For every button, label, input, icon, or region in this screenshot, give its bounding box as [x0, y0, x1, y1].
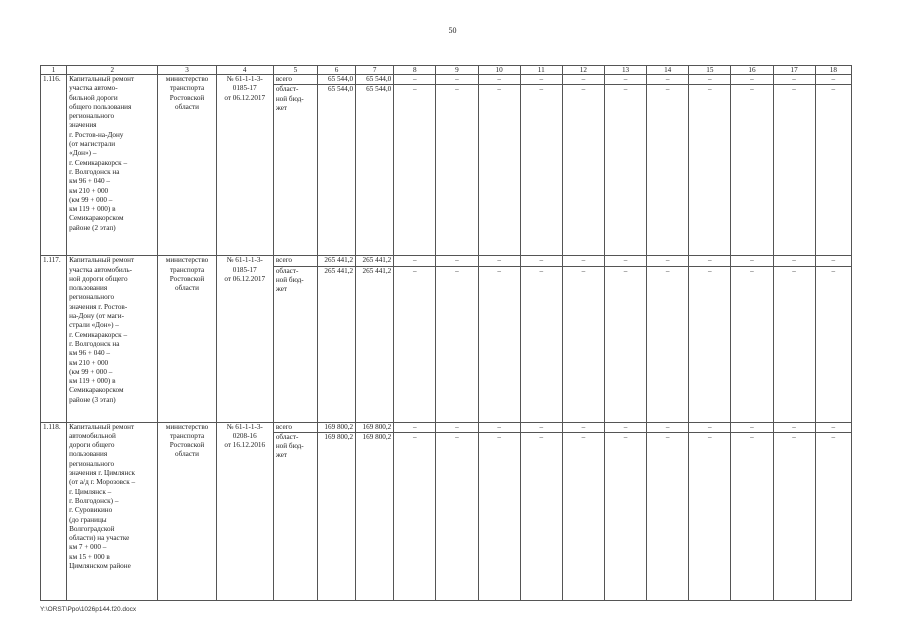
- value-empty: –: [604, 256, 646, 266]
- source-total: всего: [273, 256, 317, 266]
- value-empty: –: [773, 432, 815, 600]
- value-empty: –: [604, 266, 646, 422]
- source-region: област- ной бюд- жет: [273, 432, 317, 600]
- value-empty: –: [562, 422, 604, 432]
- value-empty: –: [562, 256, 604, 266]
- value-empty: –: [773, 266, 815, 422]
- value-empty: –: [604, 75, 646, 85]
- row-number: 1.117.: [41, 256, 67, 422]
- value-empty: –: [562, 85, 604, 256]
- row-number: 1.116.: [41, 75, 67, 256]
- value-empty: –: [478, 256, 520, 266]
- col-header: 14: [647, 66, 689, 75]
- col-header: 9: [436, 66, 478, 75]
- value-col7: 169 800,2: [356, 432, 394, 600]
- value-empty: –: [647, 75, 689, 85]
- col-header: 11: [520, 66, 562, 75]
- value-empty: –: [773, 422, 815, 432]
- value-empty: –: [562, 266, 604, 422]
- value-empty: –: [731, 85, 773, 256]
- project-document: № 61-1-1-3- 0208-16 от 16.12.2016: [216, 422, 273, 600]
- col-header: 4: [216, 66, 273, 75]
- value-col6: 265 441,2: [317, 256, 355, 266]
- value-empty: –: [647, 432, 689, 600]
- value-empty: –: [562, 432, 604, 600]
- value-empty: –: [436, 256, 478, 266]
- table-row: [41, 75, 852, 85]
- value-empty: –: [436, 422, 478, 432]
- value-empty: –: [773, 75, 815, 85]
- page-number: 50: [448, 26, 457, 35]
- value-col6: 265 441,2: [317, 266, 355, 422]
- col-header: 16: [731, 66, 773, 75]
- value-empty: –: [731, 75, 773, 85]
- value-empty: –: [647, 266, 689, 422]
- value-empty: –: [520, 422, 562, 432]
- object-name: Капитальный ремонт участка автомо- бильной дороги общего пользования регионального значения г. Ростов-на-Дону (от магистрали «Дон») – г. Семикаракорск – г. Волгодонск на км 96 + 040 – км 210 + 000 (км 99 + 000 – км 119 + 000) в Семикаракорском районе (2 этап): [67, 75, 158, 256]
- budget-table: [40, 65, 852, 601]
- value-col6: 169 800,2: [317, 432, 355, 600]
- table-row: [41, 422, 852, 432]
- value-empty: –: [394, 85, 436, 256]
- value-col6: 65 544,0: [317, 85, 355, 256]
- project-document: № 61-1-1-3- 0185-17 от 06.12.2017: [216, 75, 273, 256]
- responsible-body: министерство транспорта Ростовской области: [158, 256, 216, 422]
- source-total: всего: [273, 75, 317, 85]
- value-empty: –: [731, 266, 773, 422]
- value-col7: 265 441,2: [356, 266, 394, 422]
- value-empty: –: [815, 75, 851, 85]
- value-empty: –: [604, 85, 646, 256]
- value-empty: –: [394, 256, 436, 266]
- value-empty: –: [773, 256, 815, 266]
- col-header: 12: [562, 66, 604, 75]
- object-name: Капитальный ремонт автомобильной дороги общего пользования регионального значения г. Цимлянск (от а/д г. Морозовск – г. Цимлянск – г. Волгодонск) – г. Суровикино (до границы Волгоградской области) на участке км 7 + 000 – км 15 + 000 в Цимлянском районе: [67, 422, 158, 600]
- value-empty: –: [478, 422, 520, 432]
- value-empty: –: [520, 75, 562, 85]
- value-empty: –: [689, 266, 731, 422]
- col-header: 3: [158, 66, 216, 75]
- responsible-body: министерство транспорта Ростовской области: [158, 75, 216, 256]
- col-header: 2: [67, 66, 158, 75]
- value-empty: –: [689, 85, 731, 256]
- value-empty: –: [647, 256, 689, 266]
- value-empty: –: [689, 422, 731, 432]
- value-col7: 65 544,0: [356, 75, 394, 85]
- value-col7: 169 800,2: [356, 422, 394, 432]
- value-empty: –: [815, 266, 851, 422]
- value-empty: –: [478, 75, 520, 85]
- value-empty: –: [436, 432, 478, 600]
- value-col7: 65 544,0: [356, 85, 394, 256]
- value-empty: –: [731, 256, 773, 266]
- col-header: 18: [815, 66, 851, 75]
- col-header: 1: [41, 66, 67, 75]
- value-empty: –: [436, 75, 478, 85]
- value-empty: –: [689, 75, 731, 85]
- value-empty: –: [815, 85, 851, 256]
- value-empty: –: [478, 85, 520, 256]
- col-header: 7: [356, 66, 394, 75]
- value-col6: 169 800,2: [317, 422, 355, 432]
- col-header: 17: [773, 66, 815, 75]
- row-number: 1.118.: [41, 422, 67, 600]
- value-empty: –: [562, 75, 604, 85]
- file-path-footer: Y:\ORST\Ppo\1026p144.f20.docx: [40, 606, 137, 613]
- col-header: 6: [317, 66, 355, 75]
- value-empty: –: [478, 432, 520, 600]
- value-empty: –: [815, 432, 851, 600]
- col-header: 8: [394, 66, 436, 75]
- table-row: [41, 256, 852, 266]
- col-header: 5: [273, 66, 317, 75]
- value-empty: –: [731, 422, 773, 432]
- value-empty: –: [520, 256, 562, 266]
- value-empty: –: [815, 422, 851, 432]
- value-empty: –: [478, 266, 520, 422]
- value-empty: –: [436, 85, 478, 256]
- value-empty: –: [394, 432, 436, 600]
- source-region: област- ной бюд- жет: [273, 85, 317, 256]
- col-header: 15: [689, 66, 731, 75]
- value-empty: –: [731, 432, 773, 600]
- value-empty: –: [689, 432, 731, 600]
- value-empty: –: [604, 422, 646, 432]
- value-empty: –: [604, 432, 646, 600]
- source-total: всего: [273, 422, 317, 432]
- col-header: 10: [478, 66, 520, 75]
- value-empty: –: [773, 85, 815, 256]
- column-number-row: [41, 66, 852, 75]
- value-empty: –: [815, 256, 851, 266]
- responsible-body: министерство транспорта Ростовской области: [158, 422, 216, 600]
- value-empty: –: [520, 266, 562, 422]
- value-empty: –: [436, 266, 478, 422]
- object-name: Капитальный ремонт участка автомобиль- ной дороги общего пользования регионального значения г. Ростов- на-Дону (от маги- страли «Дон») – г. Семикаракорск – г. Волгодонск на км 96 + 040 – км 210 + 000 (км 99 + 000 – км 119 + 000) в Семикаракорском районе (3 этап): [67, 256, 158, 422]
- value-empty: –: [394, 75, 436, 85]
- value-empty: –: [394, 422, 436, 432]
- value-empty: –: [520, 432, 562, 600]
- project-document: № 61-1-1-3- 0185-17 от 06.12.2017: [216, 256, 273, 422]
- value-empty: –: [394, 266, 436, 422]
- value-empty: –: [647, 85, 689, 256]
- value-col7: 265 441,2: [356, 256, 394, 266]
- source-region: област- ной бюд- жет: [273, 266, 317, 422]
- value-col6: 65 544,0: [317, 75, 355, 85]
- col-header: 13: [604, 66, 646, 75]
- value-empty: –: [689, 256, 731, 266]
- value-empty: –: [520, 85, 562, 256]
- value-empty: –: [647, 422, 689, 432]
